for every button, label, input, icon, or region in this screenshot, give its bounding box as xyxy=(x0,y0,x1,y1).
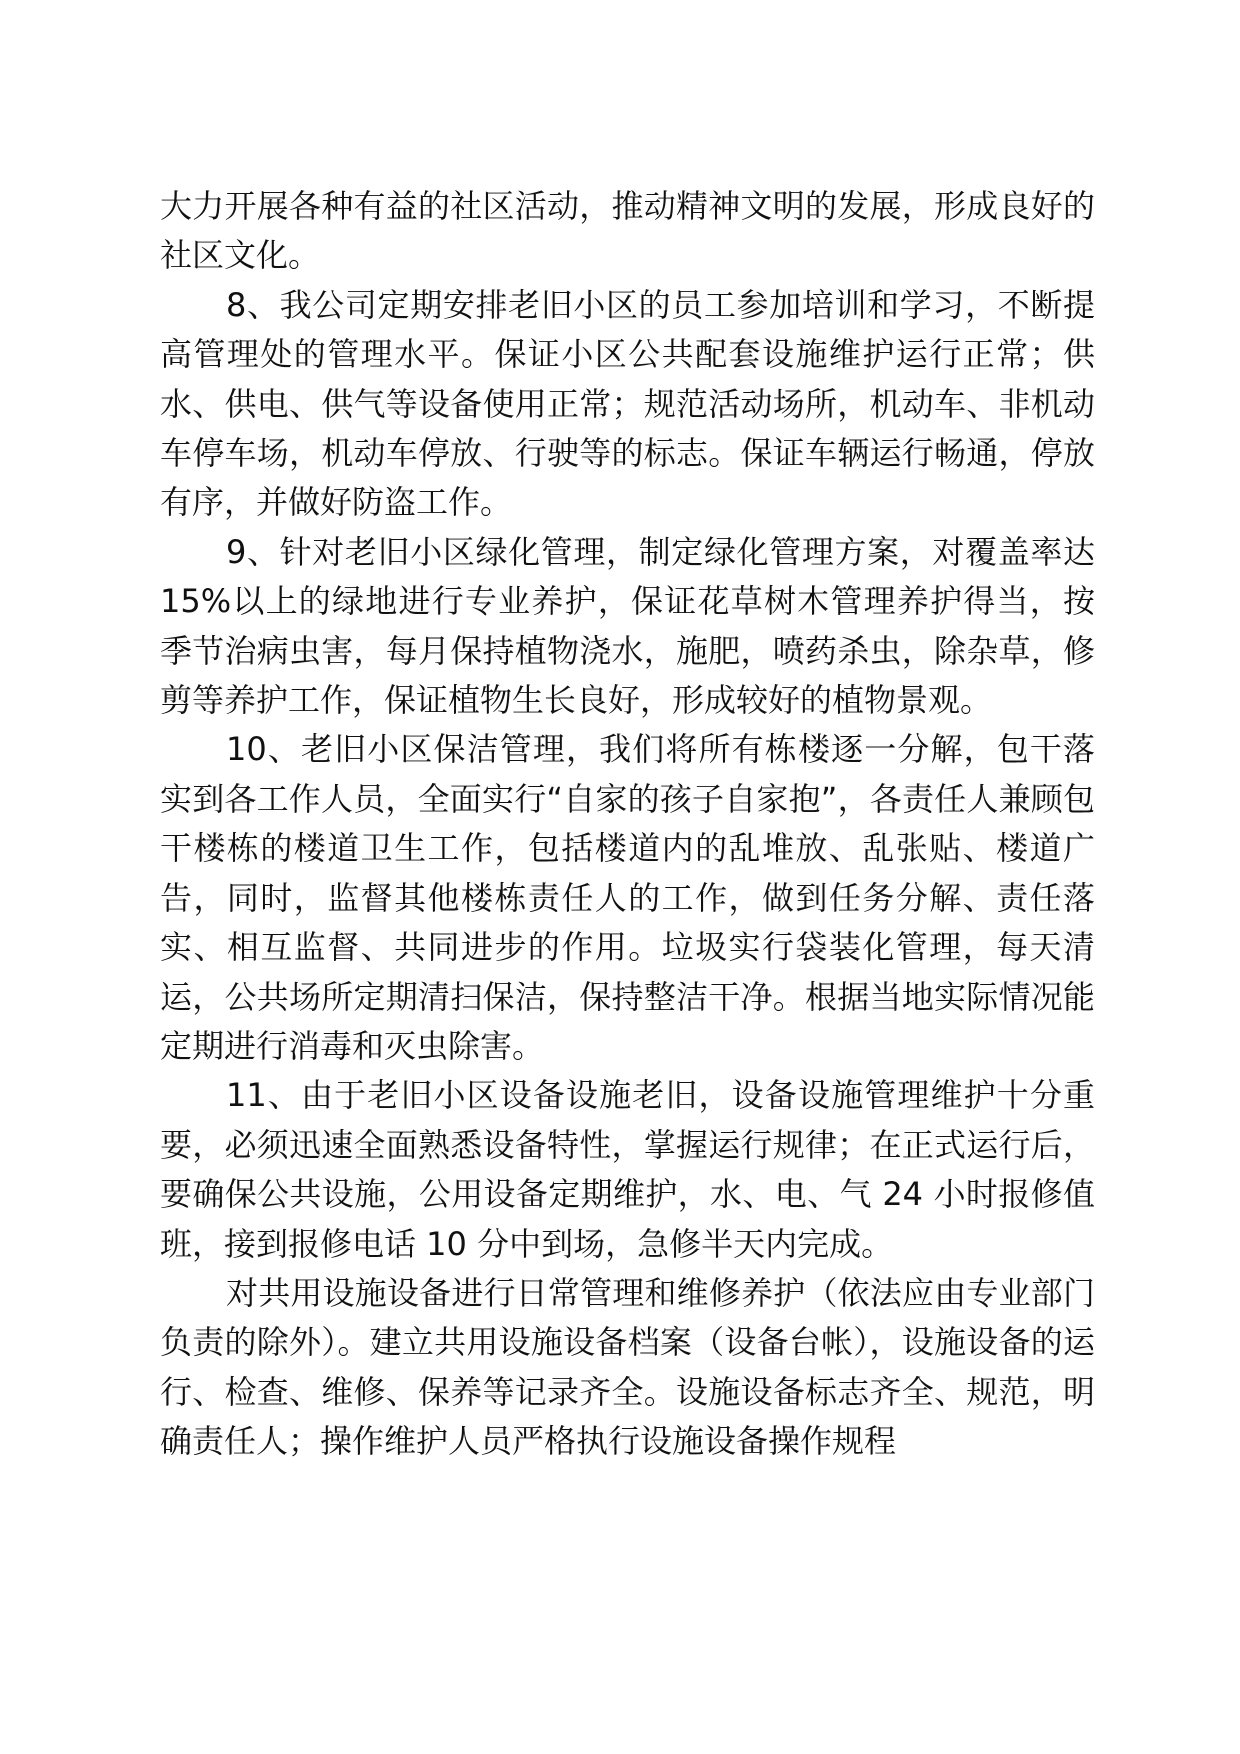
paragraph-item-9-greening: 9、针对老旧小区绿化管理，制定绿化管理方案，对覆盖率达 15%以上的绿地进行专业养护，保证花草树木管理养护得当，按季节治病虫害，每月保持植物浇水，施肥，喷药杀虫，除杂草，修剪等养护工作，保证植物生长良好，形成较好的植物景观。 xyxy=(160,532,1095,720)
paragraph-item-10-cleaning: 10、老旧小区保洁管理，我们将所有栋楼逐一分解，包干落实到各工作人员，全面实行“自家的孩子自家抱”，各责任人兼顾包干楼栋的楼道卫生工作，包括楼道内的乱堆放、乱张贴、楼道广告，同时，监督其他楼栋责任人的工作，做到任务分解、责任落实、相互监督、共同进步的作用。垃圾实行袋装化管理，每天清运，公共场所定期清扫保洁，保持整洁干净。根据当地实际情况能定期进行消毒和灭虫除害。 xyxy=(160,730,1095,1065)
body-text xyxy=(160,182,1095,1467)
paragraph-item-8-staff-training: 8、我公司定期安排老旧小区的员工参加培训和学习，不断提高管理处的管理水平。保证小区公共配套设施维护运行正常；供水、供电、供气等设备使用正常；规范活动场所，机动车、非机动车停车场，机动车停放、行驶等的标志。保证车辆运行畅通，停放有序，并做好防盗工作。 xyxy=(160,285,1095,522)
paragraph-community-activities: 大力开展各种有益的社区活动，推动精神文明的发展，形成良好的社区文化。 xyxy=(160,187,1095,275)
paragraph-item-11-facilities: 11、由于老旧小区设备设施老旧，设备设施管理维护十分重要，必须迅速全面熟悉设备特性，掌握运行规律；在正式运行后，要确保公共设施，公用设备定期维护，水、电、气 24 小时报修值班，接到报修电话 10 分中到场，急修半天内完成。 xyxy=(160,1076,1095,1263)
paragraph-shared-facilities: 对共用设施设备进行日常管理和维修养护（依法应由专业部门负责的除外）。建立共用设施设备档案（设备台帐），设施设备的运行、检查、维修、保养等记录齐全。设施设备标志齐全、规范，明确责任人；操作维护人员严格执行设施设备操作规程 xyxy=(160,1273,1095,1461)
